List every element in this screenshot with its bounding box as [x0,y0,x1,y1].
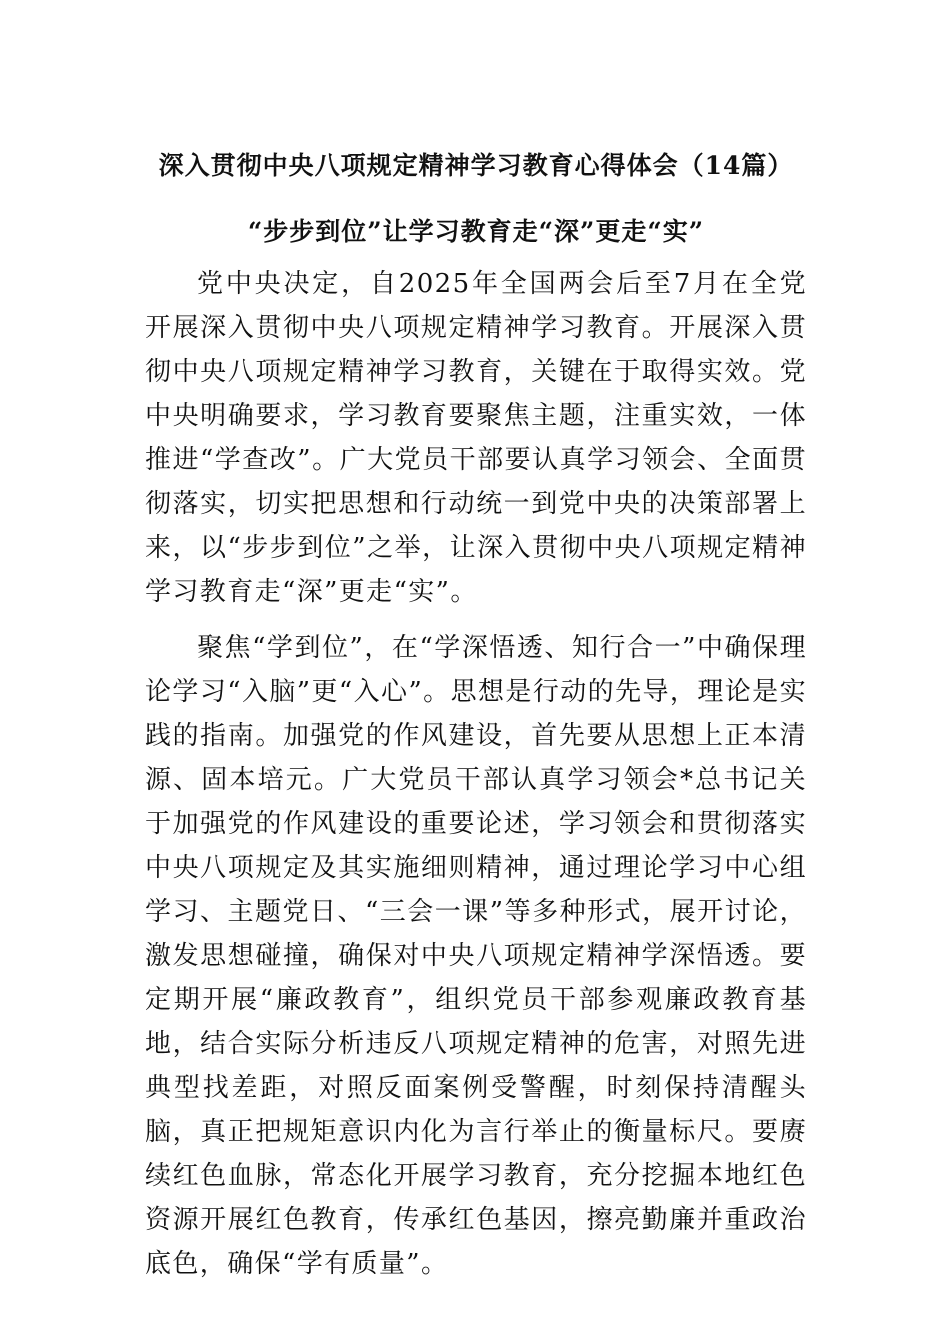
paragraph-learning: 聚焦“学到位”，在“学深悟透、知行合一”中确保理论学习“入脑”更“入心”。思想是行动的先导，理论是实践的指南。加强党的作风建设，首先要从思想上正本清源、固本培元。广大党员干部认真学习领会*总书记关于加强党的作风建设的重要论述，学习领会和贯彻落实中央八项规定及其实施细则精神，通过理论学习中心组学习、主题党日、“三会一课”等多种形式，展开讨论，激发思想碰撞，确保对中央八项规定精神学深悟透。要定期开展“廉政教育”，组织党员干部参观廉政教育基地，结合实际分析违反八项规定精神的危害，对照先进典型找差距，对照反面案例受警醒，时刻保持清醒头脑，真正把规矩意识内化为言行举止的衡量标尺。要赓续红色血脉，常态化开展学习教育，充分挖掘本地红色资源开展红色教育，传承红色基因，擦亮勤廉并重政治底色，确保“学有质量”。 [145,633,807,1279]
document-title: 深入贯彻中央八项规定精神学习教育心得体会（14篇） [158,151,794,180]
document-page [145,148,807,1286]
article-subtitle: “步步到位”让学习教育走“深”更走“实” [247,217,705,246]
paragraph-intro: 党中央决定，自2025年全国两会后至7月在全党开展深入贯彻中央八项规定精神学习教育。开展深入贯彻中央八项规定精神学习教育，关键在于取得实效。党中央明确要求，学习教育要聚焦主题，注重实效，一体推进“学查改”。广大党员干部要认真学习领会、全面贯彻落实，切实把思想和行动统一到党中央的决策部署上来，以“步步到位”之举，让深入贯彻中央八项规定精神学习教育走“深”更走“实”。 [145,269,807,607]
